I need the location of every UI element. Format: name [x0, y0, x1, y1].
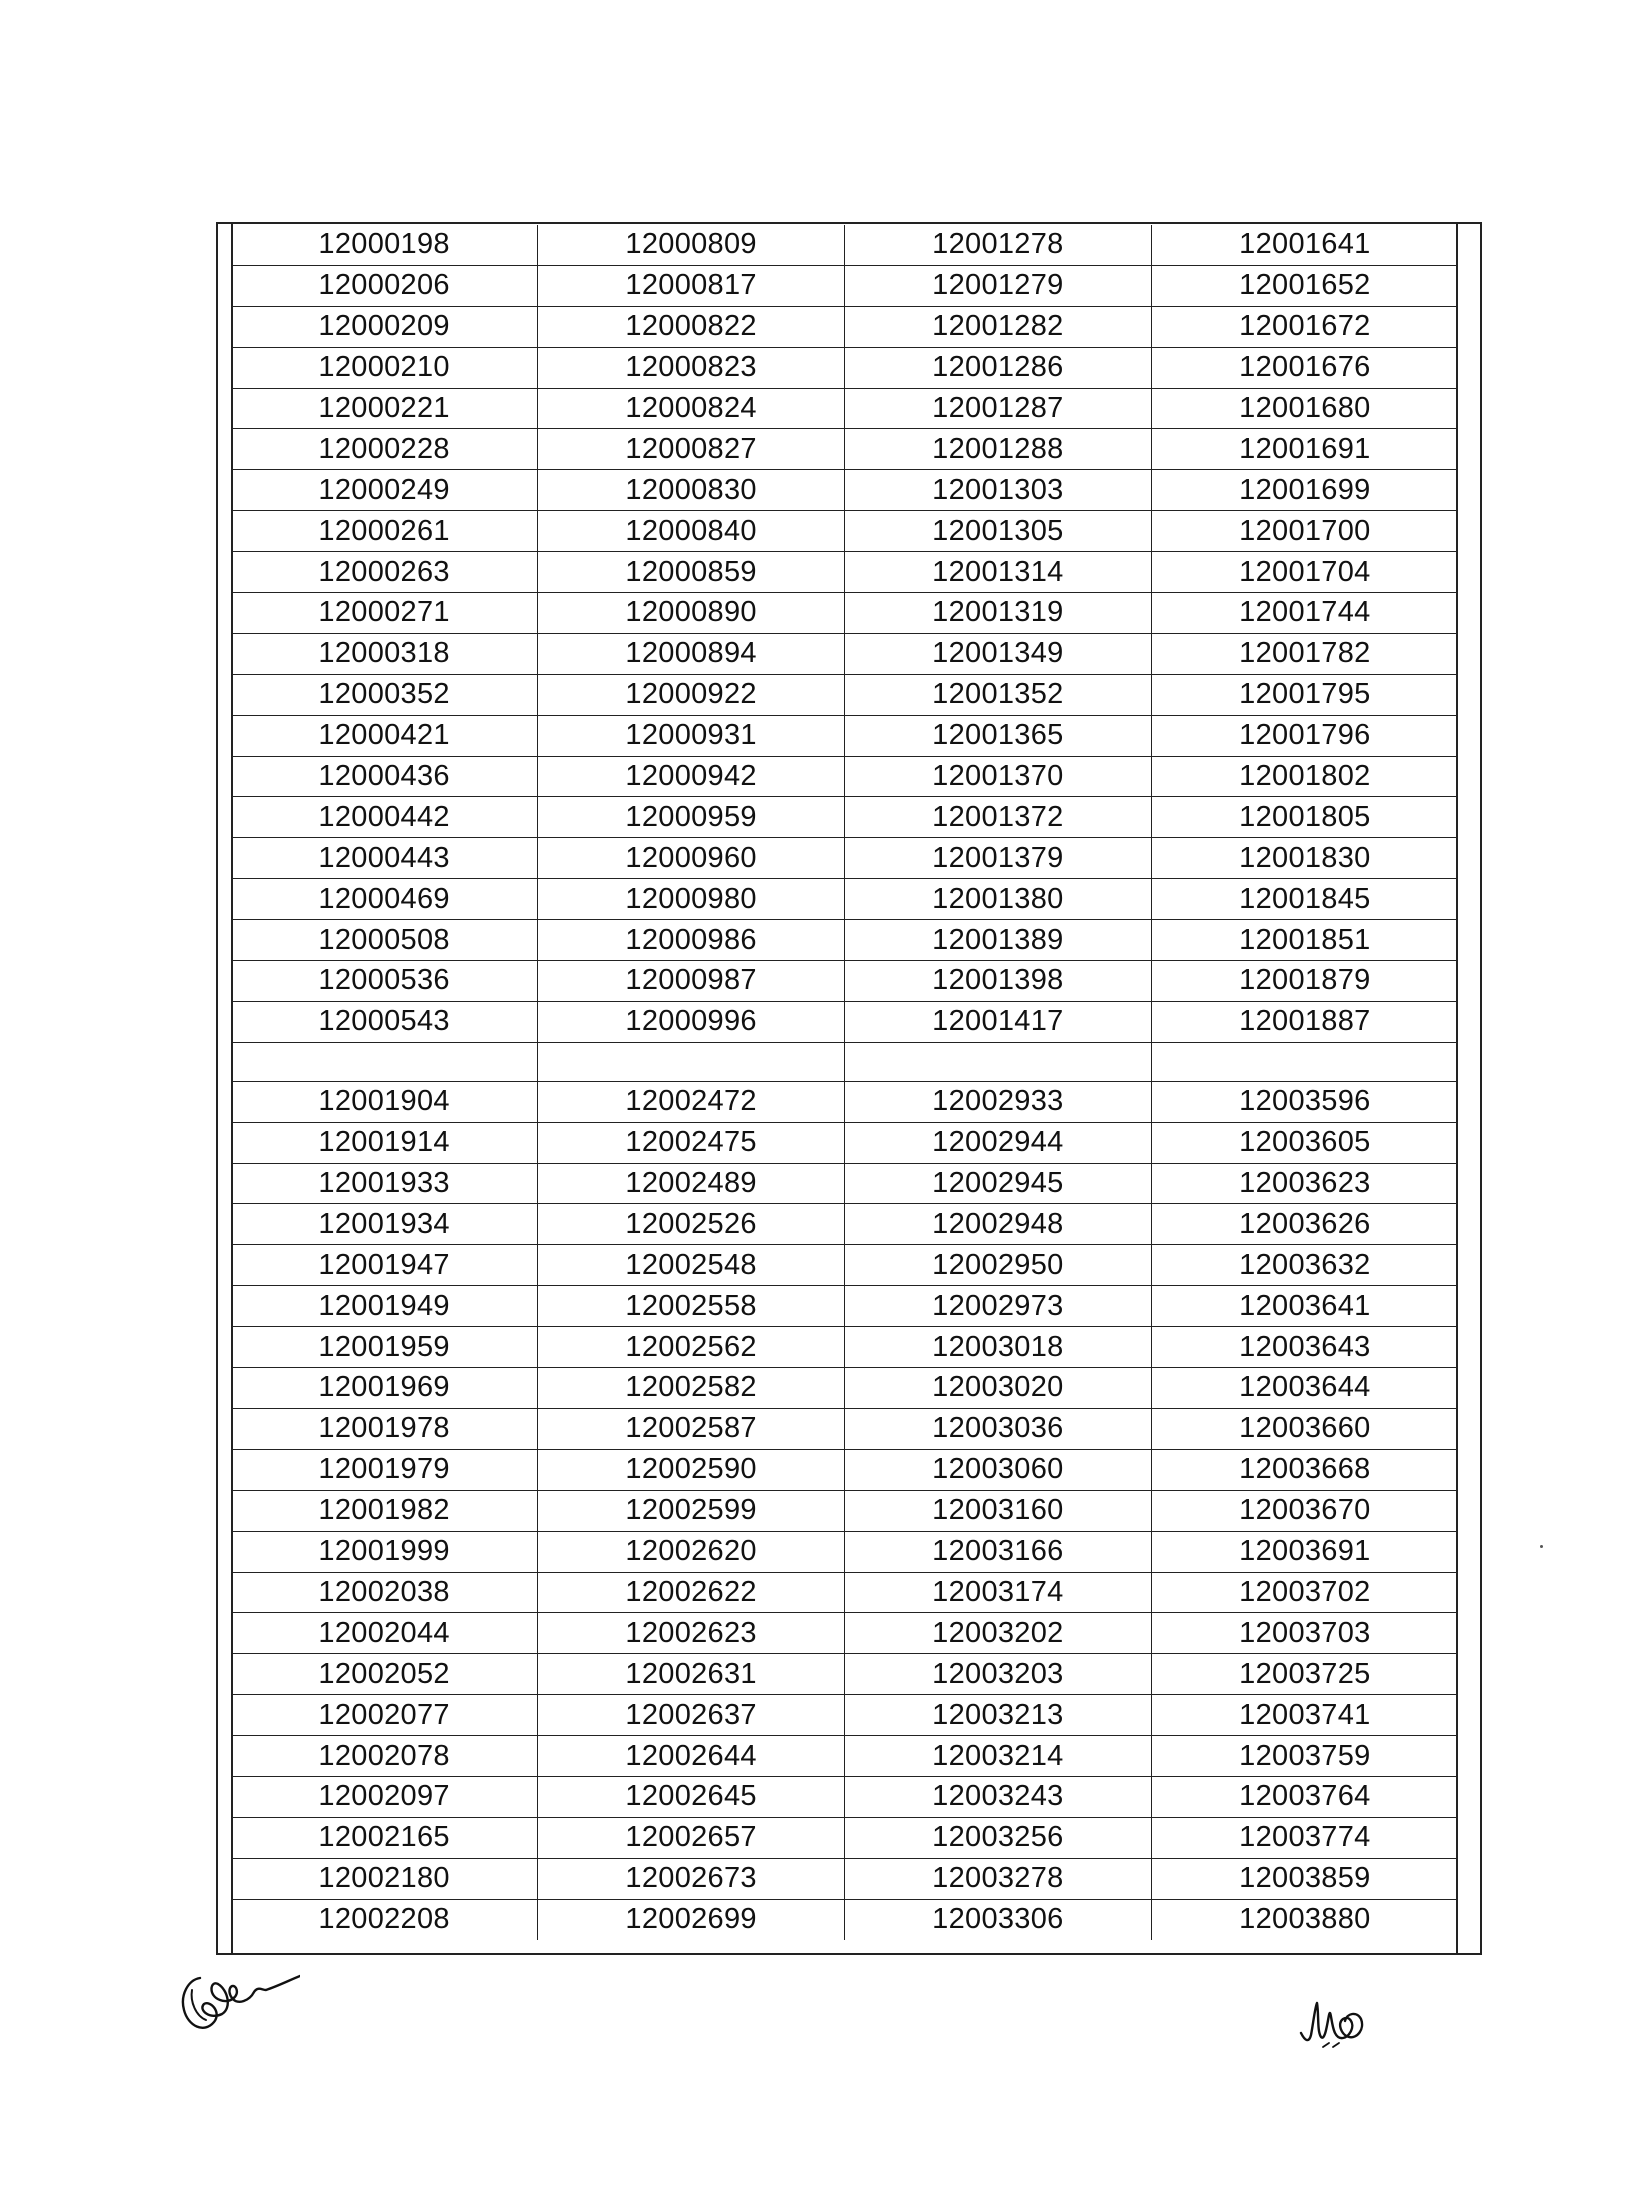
id-cell: 12001691 — [1151, 429, 1458, 470]
id-cell: 12002548 — [538, 1245, 845, 1286]
table-row — [231, 593, 1458, 634]
table-row — [231, 1899, 1458, 1939]
id-cell: 12003060 — [845, 1449, 1152, 1490]
id-cell: 12000959 — [538, 797, 845, 838]
table-row — [231, 1001, 1458, 1042]
table-row — [231, 306, 1458, 347]
id-cell: 12000942 — [538, 756, 845, 797]
id-cell: 12002587 — [538, 1408, 845, 1449]
id-cell: 12003880 — [1151, 1899, 1458, 1939]
id-cell: 12001979 — [231, 1449, 538, 1490]
id-cell: 12001978 — [231, 1408, 538, 1449]
id-cell: 12000931 — [538, 715, 845, 756]
table-row — [231, 225, 1458, 265]
spacer-row — [231, 1042, 1458, 1081]
id-cell: 12002044 — [231, 1613, 538, 1654]
table-row — [231, 429, 1458, 470]
id-cell: 12001398 — [845, 961, 1152, 1002]
id-cell: 12001319 — [845, 593, 1152, 634]
id-cell: 12002489 — [538, 1163, 845, 1204]
id-cell: 12001830 — [1151, 838, 1458, 879]
id-cell: 12001417 — [845, 1001, 1152, 1042]
id-cell: 12001641 — [1151, 225, 1458, 265]
id-cell: 12001352 — [845, 674, 1152, 715]
table-row — [231, 715, 1458, 756]
table-row — [231, 1368, 1458, 1409]
id-cell: 12002631 — [538, 1654, 845, 1695]
id-cell: 12003702 — [1151, 1572, 1458, 1613]
id-cell: 12001933 — [231, 1163, 538, 1204]
id-cell: 12003660 — [1151, 1408, 1458, 1449]
id-cell: 12000536 — [231, 961, 538, 1002]
id-cell: 12002933 — [845, 1081, 1152, 1122]
id-cell: 12000228 — [231, 429, 538, 470]
table-row — [231, 388, 1458, 429]
table-row — [231, 347, 1458, 388]
id-cell: 12001286 — [845, 347, 1152, 388]
id-cell: 12000508 — [231, 920, 538, 961]
id-cell: 12001782 — [1151, 633, 1458, 674]
right-signature — [1295, 1985, 1375, 2055]
id-cell: 12001279 — [845, 265, 1152, 306]
scan-speck — [1540, 1545, 1543, 1548]
id-cell: 12003703 — [1151, 1613, 1458, 1654]
id-cell: 12003256 — [845, 1817, 1152, 1858]
id-cell: 12002208 — [318, 1903, 450, 1936]
id-cell: 12003174 — [845, 1572, 1152, 1613]
id-cell: 12001370 — [845, 756, 1152, 797]
table-row — [231, 633, 1458, 674]
id-cell: 12003774 — [1151, 1817, 1458, 1858]
table-row — [231, 265, 1458, 306]
id-cell: 12002945 — [845, 1163, 1152, 1204]
empty-cell — [1151, 1042, 1458, 1081]
id-cell: 12001879 — [1151, 961, 1458, 1002]
table-row — [231, 920, 1458, 961]
id-cell: 12002526 — [538, 1204, 845, 1245]
id-cell: 12000469 — [231, 879, 538, 920]
id-cell: 12000986 — [538, 920, 845, 961]
id-cell: 12000221 — [231, 388, 538, 429]
id-cell: 12001845 — [1151, 879, 1458, 920]
id-cell: 12001969 — [231, 1368, 538, 1409]
id-cell: 12000894 — [538, 633, 845, 674]
id-cell: 12001851 — [1151, 920, 1458, 961]
id-cell: 12000263 — [231, 552, 538, 593]
id-cell: 12002562 — [538, 1327, 845, 1368]
id-cell: 12003632 — [1151, 1245, 1458, 1286]
id-cell: 12000830 — [538, 470, 845, 511]
id-cell: 12001389 — [845, 920, 1152, 961]
id-cell: 12003725 — [1151, 1654, 1458, 1695]
left-signature — [170, 1960, 300, 2040]
id-cell: 12003623 — [1151, 1163, 1458, 1204]
id-cell: 12002038 — [231, 1572, 538, 1613]
id-cell: 12003160 — [845, 1490, 1152, 1531]
id-cell: 12001704 — [1151, 552, 1458, 593]
table-row — [231, 1613, 1458, 1654]
id-cell: 12001887 — [1151, 1001, 1458, 1042]
table-row — [231, 797, 1458, 838]
id-cell: 12001372 — [845, 797, 1152, 838]
id-cell: 12001904 — [231, 1081, 538, 1122]
table-row — [231, 1531, 1458, 1572]
empty-cell — [231, 1042, 538, 1081]
id-cell: 12003036 — [845, 1408, 1152, 1449]
id-cell: 12000443 — [231, 838, 538, 879]
id-cell: 12001379 — [845, 838, 1152, 879]
id-cell: 12003644 — [1151, 1368, 1458, 1409]
id-cell: 12001676 — [1151, 347, 1458, 388]
id-cell: 12000996 — [538, 1001, 845, 1042]
id-cell: 12001947 — [231, 1245, 538, 1286]
id-cell: 12002657 — [538, 1817, 845, 1858]
id-cell: 12003691 — [1151, 1531, 1458, 1572]
id-cell: 12002165 — [231, 1817, 538, 1858]
id-cell: 12003306 — [845, 1899, 1152, 1939]
table-row — [231, 470, 1458, 511]
id-cell: 12002078 — [231, 1736, 538, 1777]
id-cell: 12001949 — [231, 1286, 538, 1327]
id-cell: 12002623 — [538, 1613, 845, 1654]
id-cell: 12002637 — [538, 1695, 845, 1736]
id-cell: 12000823 — [538, 347, 845, 388]
id-cell: 12002558 — [538, 1286, 845, 1327]
id-cell: 12001305 — [845, 511, 1152, 552]
id-cell: 12000960 — [538, 838, 845, 879]
id-cell: 12002644 — [538, 1736, 845, 1777]
id-cell: 12003605 — [1151, 1122, 1458, 1163]
id-cell: 12002944 — [845, 1122, 1152, 1163]
table-row — [231, 1858, 1458, 1899]
table-row — [231, 756, 1458, 797]
id-cell: 12001805 — [1151, 797, 1458, 838]
id-cell: 12003626 — [1151, 1204, 1458, 1245]
id-cell: 12000824 — [538, 388, 845, 429]
id-cell: 12003018 — [845, 1327, 1152, 1368]
table-row — [231, 552, 1458, 593]
id-cell: 12000543 — [231, 1001, 538, 1042]
id-cell: 12003859 — [1151, 1858, 1458, 1899]
id-cell: 12002948 — [845, 1204, 1152, 1245]
id-cell: 12001914 — [231, 1122, 538, 1163]
id-cell: 12001982 — [231, 1490, 538, 1531]
table-row — [231, 1695, 1458, 1736]
id-cell: 12001278 — [845, 225, 1152, 265]
table-row — [231, 1286, 1458, 1327]
id-cell: 12001349 — [845, 633, 1152, 674]
id-cell: 12002180 — [231, 1858, 538, 1899]
id-cell: 12002973 — [845, 1286, 1152, 1327]
id-cell: 12001288 — [845, 429, 1152, 470]
table-row — [231, 838, 1458, 879]
table-row — [231, 1817, 1458, 1858]
table-row — [231, 1163, 1458, 1204]
id-cell: 12000442 — [231, 797, 538, 838]
table-row — [231, 1327, 1458, 1368]
id-cell: 12003764 — [1151, 1776, 1458, 1817]
id-cell: 12000980 — [538, 879, 845, 920]
id-cell: 12001959 — [231, 1327, 538, 1368]
id-cell: 12002472 — [538, 1081, 845, 1122]
id-cell: 12003670 — [1151, 1490, 1458, 1531]
id-cell: 12000840 — [538, 511, 845, 552]
id-cell: 12001699 — [1151, 470, 1458, 511]
id-cell: 12000421 — [231, 715, 538, 756]
id-cell: 12002077 — [231, 1695, 538, 1736]
id-cell: 12003741 — [1151, 1695, 1458, 1736]
id-cell: 12000210 — [231, 347, 538, 388]
table-row — [231, 1490, 1458, 1531]
id-cell: 12003214 — [845, 1736, 1152, 1777]
table-row — [231, 1776, 1458, 1817]
id-cell: 12001652 — [1151, 265, 1458, 306]
id-cell: 12001802 — [1151, 756, 1458, 797]
table-row — [231, 1204, 1458, 1245]
id-cell: 12001282 — [845, 306, 1152, 347]
empty-cell — [538, 1042, 845, 1081]
id-cell: 12003668 — [1151, 1449, 1458, 1490]
id-cell: 12001795 — [1151, 674, 1458, 715]
id-cell: 12001380 — [845, 879, 1152, 920]
id-cell: 12001796 — [1151, 715, 1458, 756]
id-cell: 12003202 — [845, 1613, 1152, 1654]
id-cell: 12003278 — [845, 1858, 1152, 1899]
id-cell: 12000198 — [231, 225, 538, 265]
id-cell: 12002599 — [538, 1490, 845, 1531]
id-cell: 12002475 — [538, 1122, 845, 1163]
table-row — [231, 511, 1458, 552]
id-cell: 12001999 — [231, 1531, 538, 1572]
id-cell: 12003641 — [1151, 1286, 1458, 1327]
id-cell: 12001314 — [845, 552, 1152, 593]
id-cell: 12002582 — [538, 1368, 845, 1409]
id-cell: 12001303 — [845, 470, 1152, 511]
id-cell: 12002699 — [538, 1899, 845, 1939]
id-cell: 12003213 — [845, 1695, 1152, 1736]
table-row — [231, 1449, 1458, 1490]
id-cell: 12000922 — [538, 674, 845, 715]
id-cell: 12003203 — [845, 1654, 1152, 1695]
table-row — [231, 1081, 1458, 1122]
id-cell: 12003596 — [1151, 1081, 1458, 1122]
table-row — [231, 674, 1458, 715]
id-cell: 12000890 — [538, 593, 845, 634]
id-cell: 12003166 — [845, 1531, 1152, 1572]
table-row — [231, 1245, 1458, 1286]
id-cell: 12000271 — [231, 593, 538, 634]
id-table-body — [231, 225, 1458, 1940]
id-cell: 12001934 — [231, 1204, 538, 1245]
id-cell: 12001365 — [845, 715, 1152, 756]
id-table — [231, 225, 1458, 1940]
table-row — [231, 1736, 1458, 1777]
id-cell: 12001287 — [845, 388, 1152, 429]
table-row — [231, 1122, 1458, 1163]
id-cell: 12002052 — [231, 1654, 538, 1695]
id-cell: 12000987 — [538, 961, 845, 1002]
id-cell: 12000261 — [231, 511, 538, 552]
empty-cell — [845, 1042, 1152, 1081]
id-cell: 12000809 — [538, 225, 845, 265]
id-cell: 12003643 — [1151, 1327, 1458, 1368]
id-cell: 12002645 — [538, 1776, 845, 1817]
id-cell: 12000859 — [538, 552, 845, 593]
id-cell: 12000817 — [538, 265, 845, 306]
id-cell: 12000352 — [231, 674, 538, 715]
id-cell: 12000249 — [231, 470, 538, 511]
table-row — [231, 1654, 1458, 1695]
id-cell: 12001700 — [1151, 511, 1458, 552]
id-cell: 12002620 — [538, 1531, 845, 1572]
id-cell: 12002590 — [538, 1449, 845, 1490]
id-cell: 12003759 — [1151, 1736, 1458, 1777]
id-cell: 12002673 — [538, 1858, 845, 1899]
table-row — [231, 961, 1458, 1002]
id-cell: 12002622 — [538, 1572, 845, 1613]
table-row — [231, 1408, 1458, 1449]
id-cell: 12001672 — [1151, 306, 1458, 347]
id-cell: 12001680 — [1151, 388, 1458, 429]
id-cell: 12003020 — [845, 1368, 1152, 1409]
id-cell: 12002950 — [845, 1245, 1152, 1286]
id-cell: 12000827 — [538, 429, 845, 470]
id-cell: 12000436 — [231, 756, 538, 797]
id-cell: 12001744 — [1151, 593, 1458, 634]
id-cell: 12000209 — [231, 306, 538, 347]
id-cell: 12000318 — [231, 633, 538, 674]
id-cell: 12002097 — [231, 1776, 538, 1817]
id-cell: 12003243 — [845, 1776, 1152, 1817]
id-cell: 12000206 — [231, 265, 538, 306]
table-row — [231, 879, 1458, 920]
id-cell: 12000822 — [538, 306, 845, 347]
table-row — [231, 1572, 1458, 1613]
